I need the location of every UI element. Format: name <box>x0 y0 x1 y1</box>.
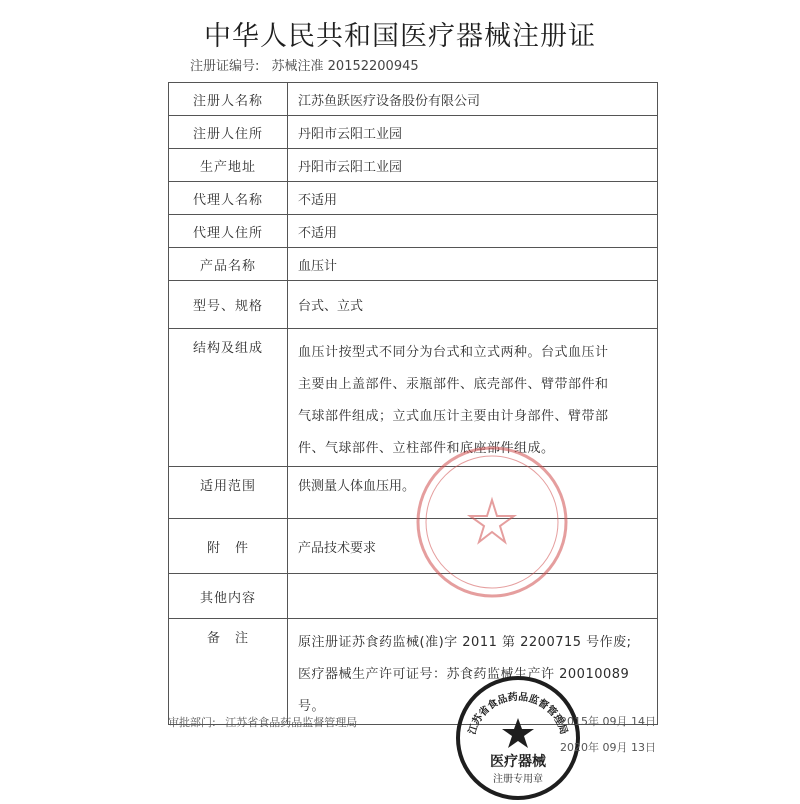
row-value-registrant-name: 江苏鱼跃医疗设备股份有限公司 <box>288 83 658 116</box>
row-label-registrant-address: 注册人住所 <box>169 116 288 149</box>
table-row <box>169 281 658 329</box>
remarks-line: 号。 <box>298 699 326 714</box>
table-row <box>169 116 658 149</box>
approval-seal-icon <box>452 672 584 804</box>
table-row <box>169 215 658 248</box>
faded-red-seal-icon <box>410 440 575 605</box>
approval-department-value: 江苏省食品药品监督管理局 <box>225 716 358 729</box>
structure-line: 件、气球部件、立柱部件和底座部件组成。 <box>298 441 555 456</box>
registration-number-label: 注册证编号: <box>190 59 260 74</box>
approval-date: 2015年 09月 14日 <box>560 715 656 728</box>
certificate-table <box>168 82 658 725</box>
row-label-registrant-name: 注册人名称 <box>169 83 288 116</box>
row-label-attachment: 附 件 <box>169 519 288 574</box>
row-value-attachment: 产品技术要求 <box>288 519 658 574</box>
row-label-scope: 适用范围 <box>169 467 288 519</box>
structure-line: 气球部件组成；立式血压计主要由计身部件、臂带部 <box>298 409 609 424</box>
document-title: 中华人民共和国医疗器械注册证 <box>204 21 596 52</box>
row-value-registrant-address: 丹阳市云阳工业园 <box>288 116 658 149</box>
approval-department <box>168 714 357 730</box>
row-label-model-spec: 型号、规格 <box>169 281 288 329</box>
row-value-agent-address: 不适用 <box>288 215 658 248</box>
table-row <box>169 83 658 116</box>
row-value-scope: 供测量人体血压用。 <box>288 467 658 519</box>
seal-ring-text: 江苏省食品药品监督管理局 <box>467 691 569 736</box>
row-value-product-name: 血压计 <box>288 248 658 281</box>
row-value-production-address: 丹阳市云阳工业园 <box>288 149 658 182</box>
row-value-agent-name: 不适用 <box>288 182 658 215</box>
table-row <box>169 149 658 182</box>
row-label-other: 其他内容 <box>169 574 288 619</box>
row-label-remarks: 备 注 <box>169 619 288 725</box>
table-row <box>169 182 658 215</box>
row-label-structure: 结构及组成 <box>169 329 288 467</box>
row-label-production-address: 生产地址 <box>169 149 288 182</box>
valid-until-date: 2020年 09月 13日 <box>560 741 656 754</box>
registration-number-value: 苏械注准 20152200945 <box>271 59 419 74</box>
row-value-model-spec: 台式、立式 <box>288 281 658 329</box>
row-label-product-name: 产品名称 <box>169 248 288 281</box>
structure-line: 血压计按型式不同分为台式和立式两种。台式血压计 <box>298 345 609 360</box>
seal-bottom-text: 注册专用章 <box>493 774 543 785</box>
table-row <box>169 619 658 725</box>
registration-number <box>190 55 419 74</box>
remarks-line: 医疗器械生产许可证号：苏食药监械生产许 20010089 <box>298 667 630 682</box>
row-label-agent-address: 代理人住所 <box>169 215 288 248</box>
approval-department-label: 审批部门: <box>168 716 216 729</box>
structure-line: 主要由上盖部件、汞瓶部件、底壳部件、臂带部件和 <box>298 377 609 392</box>
remarks-line: 原注册证苏食药监械(准)字 2011 第 2200715 号作废; <box>298 635 632 650</box>
table-row <box>169 248 658 281</box>
row-label-agent-name: 代理人名称 <box>169 182 288 215</box>
seal-center-text: 医疗器械 <box>490 754 546 770</box>
